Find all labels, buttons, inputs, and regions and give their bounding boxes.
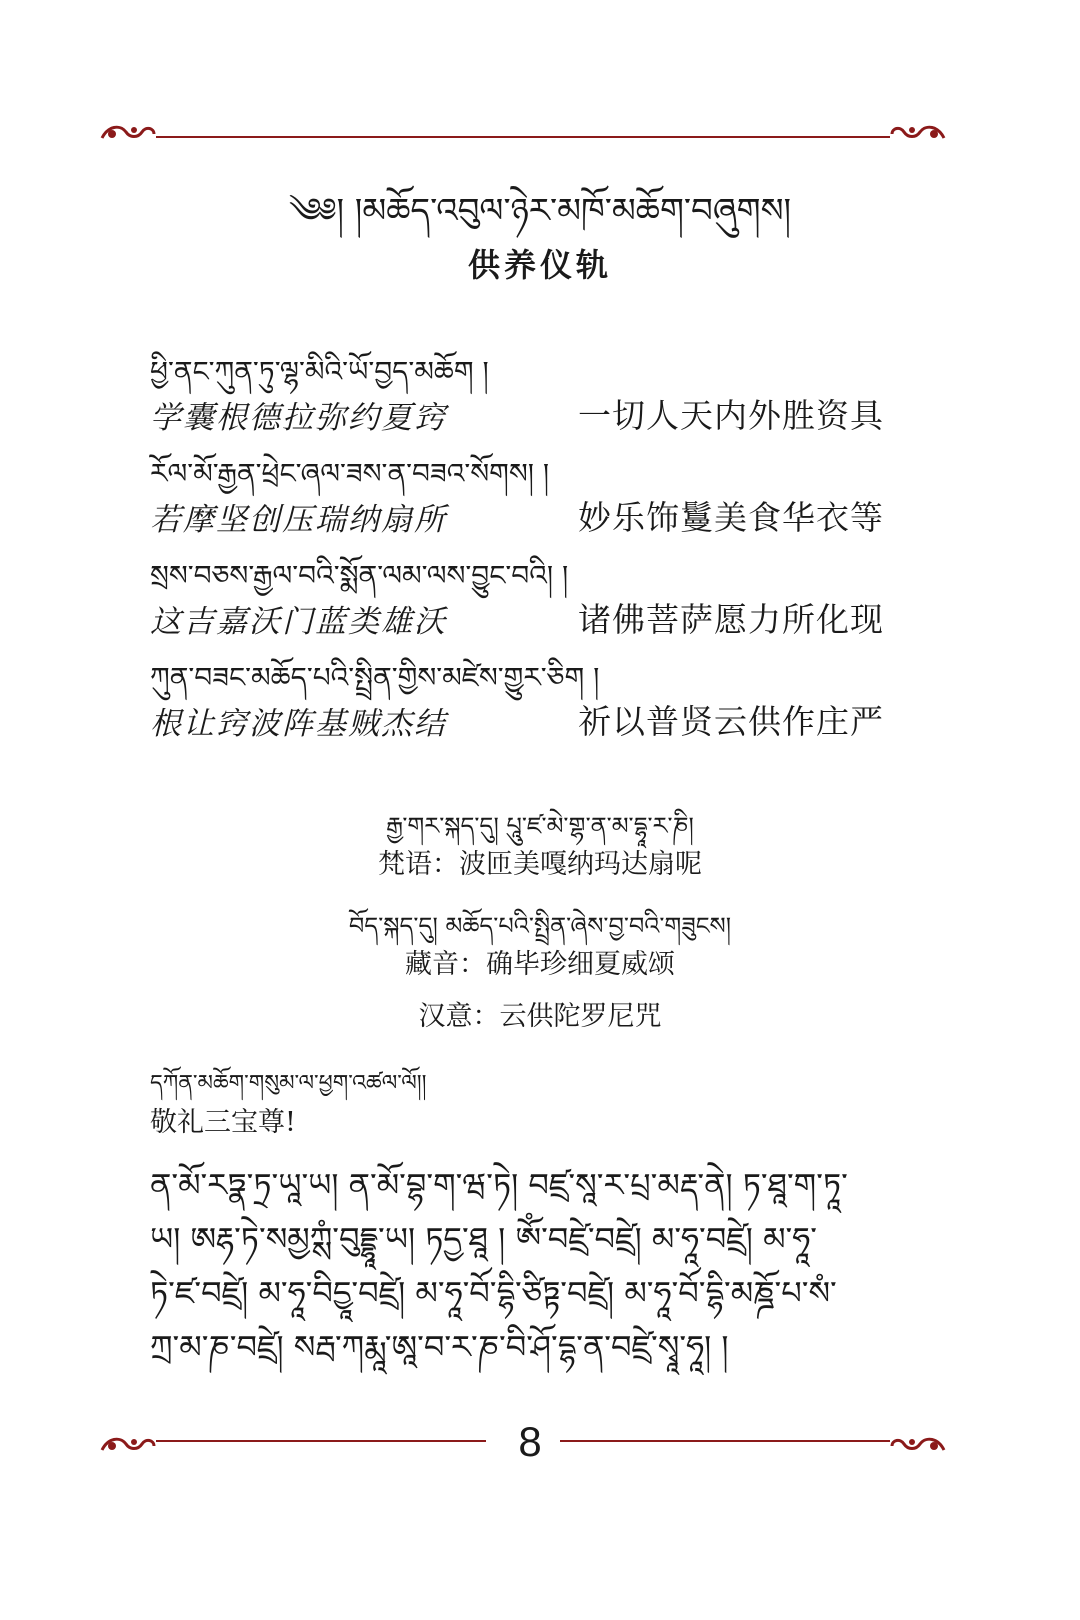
verse-4-tibetan: ཀུན་བཟང་མཆོད་པའི་སྤྲིན་གྱིས་མཛེས་གྱུར་ཅིག །	[150, 661, 600, 694]
mantra-line-2: ཡ། ཨརྷ་ཏེ་སམྱཀྶཾ་བུདྡྷཱ་ཡ། ཏདྱ་ཐཱ ། ཨོཾ་བཛྲེ་བཛྲེ། མ་ཧཱ་བཛྲེ། མ་ཧཱ་	[150, 1220, 817, 1258]
bottom-rule-right	[560, 1440, 890, 1442]
verse-3-translation: 诸佛菩萨愿力所化现	[578, 600, 884, 639]
mantra-line-1: ན་མོ་རཏྣ་ཏྲ་ཡཱ་ཡ། ན་མོ་བྷ་ག་ཝ་ཏེ། བཛྲ་སཱ་ར་པྲ་མརྡ་ནེ། ཏ་ཐཱ་ག་ཏཱ་	[150, 1166, 848, 1204]
verse-block	[150, 340, 900, 750]
meaning-title-chinese: 汉意：云供陀罗尼咒	[418, 1001, 662, 1032]
corner-ornament-top-left	[98, 120, 156, 146]
corner-ornament-top-right	[890, 120, 948, 146]
homage-chinese: 敬礼三宝尊!	[150, 1107, 296, 1138]
verse-2-tibetan: རོལ་མོ་རྒྱན་ཕྲེང་ཞལ་ཟས་ན་བཟའ་སོགས། །	[150, 457, 550, 490]
verse-4-phonetic: 根让窍波阵基贼杰结	[150, 706, 447, 742]
mantra-text	[150, 1158, 910, 1374]
top-rule	[156, 136, 890, 138]
title-tibetan: ༄༅། །མཆོད་འབུལ་ཉེར་མཁོ་མཆོག་བཞུགས།	[288, 191, 792, 231]
title-chinese: 供养仪轨	[467, 246, 612, 284]
homage-tibetan: དཀོན་མཆོག་གསུམ་ལ་ཕྱག་འཚལ་ལོ།།	[150, 1071, 427, 1096]
verse-1-tibetan: ཕྱི་ནང་ཀུན་ཏུ་ལྷ་མིའི་ཡོ་བྱད་མཆོག །	[150, 355, 489, 388]
verse-1-translation: 一切人天内外胜资具	[578, 396, 884, 435]
sanskrit-title-chinese: 梵语：波匝美嘎纳玛达扇呢	[378, 849, 702, 880]
mantra-line-4: ཀྲ་མ་ཎ་བཛྲེ། སརྦ་ཀརྨཱ་ཨཱ་བ་ར་ཎ་བི་ཤོ་དྷ་ན་བཛྲེ་སྭཱ་ཧཱ། །	[150, 1328, 729, 1366]
mantra-line-3: ཏེ་ཛ་བཛྲེ། མ་ཧཱ་བིདྱཱ་བཛྲེ། མ་ཧཱ་བོ་དྷི་ཙིཏྟ་བཛྲེ། མ་ཧཱ་བོ་དྷི་མཎྜོ་པ་སཾ་	[150, 1274, 837, 1312]
tibetan-title-chinese: 藏音：确毕珍细夏威颂	[405, 949, 675, 980]
tibetan-title-tibetan: བོད་སྐད་དུ། མཆོད་པའི་སྤྲིན་ཞེས་བྱ་བའི་གཟུངས།	[348, 912, 732, 940]
bottom-rule-left	[156, 1440, 486, 1442]
verse-3-phonetic: 这吉嘉沃门蓝类雄沃	[150, 604, 447, 640]
sanskrit-title-tibetan: རྒྱ་གར་སྐད་དུ། པཱུ་ཛ་མེ་གྷ་ན་མ་དྷཱ་ར་ཎི།	[386, 812, 694, 840]
corner-ornament-bottom-left	[98, 1432, 156, 1458]
verse-2-translation: 妙乐饰鬘美食华衣等	[578, 498, 884, 537]
verse-2-phonetic: 若摩坚创压瑞纳扇所	[150, 502, 447, 538]
verse-4-translation: 祈以普贤云供作庄严	[578, 702, 884, 741]
verse-1-phonetic: 学囊根德拉弥约夏窍	[150, 400, 447, 436]
page-number: 8	[518, 1418, 542, 1465]
corner-ornament-bottom-right	[890, 1432, 948, 1458]
verse-3-tibetan: སྲས་བཅས་རྒྱལ་བའི་སྨོན་ལམ་ལས་བྱུང་བའི། །	[150, 559, 569, 592]
